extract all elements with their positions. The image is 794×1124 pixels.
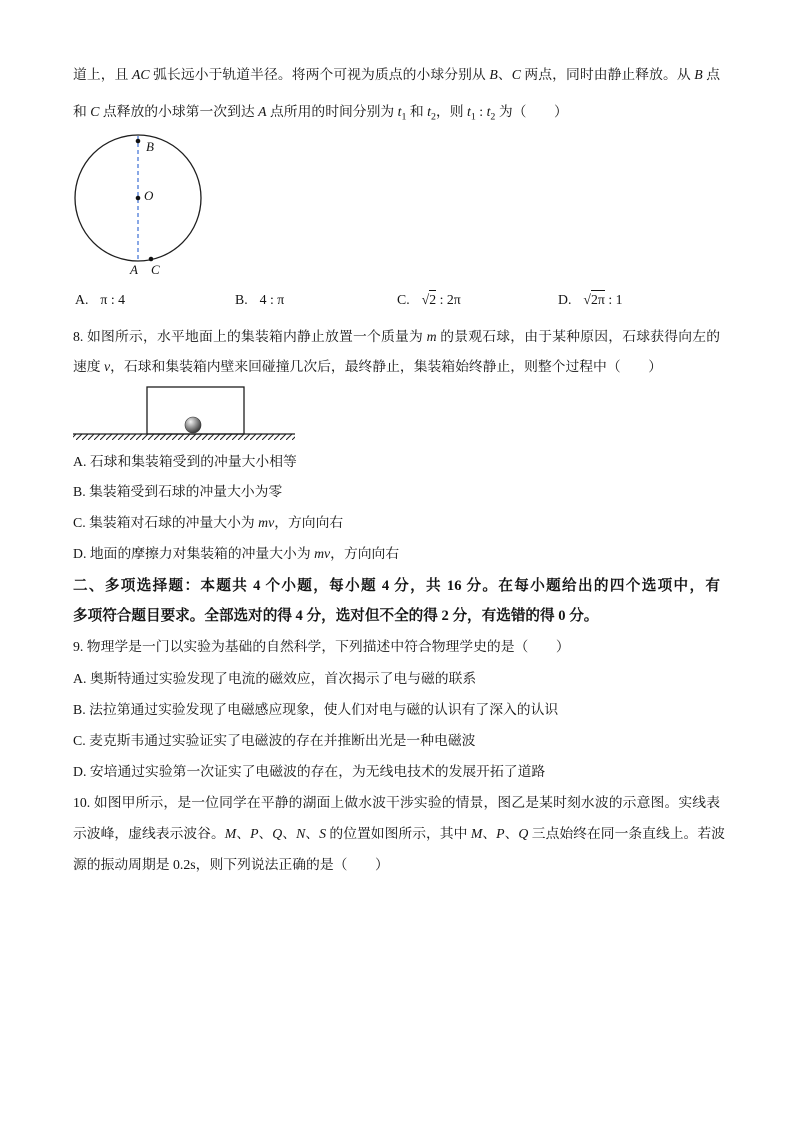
point-label-o: O (144, 188, 154, 203)
q8-option-c (73, 513, 343, 533)
text-run: 4 : π (259, 292, 285, 307)
math-variable: mv (314, 546, 331, 561)
text-run: D. 地面的摩擦力对集装箱的冲量大小为 (73, 546, 315, 561)
math-variable: M (470, 826, 483, 841)
math-variable: B (694, 67, 703, 82)
text-run: π : 4 (100, 292, 126, 307)
option-letter: A. (75, 292, 89, 307)
text-run: 、 (482, 826, 497, 841)
ground-hatching (73, 434, 295, 440)
q7-option-d (558, 290, 623, 310)
point-label-b: B (146, 139, 154, 154)
q8-stem-line-1 (73, 327, 720, 347)
math-variable: mv (258, 515, 275, 530)
stone-ball (185, 417, 201, 433)
text-run: A. 石球和集装箱受到的冲量大小相等 (73, 454, 297, 469)
math-variable: v (104, 359, 111, 374)
q9-stem: 9. 物理学是一门以实验为基础的自然科学，下列描述中符合物理学史的是（ ） (73, 639, 570, 654)
math-variable: P (250, 826, 259, 841)
subscript: 2 (490, 111, 496, 123)
math-variable: t (397, 104, 402, 119)
q7-option-c (397, 290, 461, 310)
math-variable: m (426, 329, 437, 344)
math-variable: C (90, 104, 100, 119)
option-value (260, 292, 285, 307)
section-heading-line-1: 二、多项选择题：本题共 4 个小题，每小题 4 分，共 16 分。在每小题给出的四个选项中，有 (73, 578, 720, 594)
q9-option-c: C. 麦克斯韦通过实验证实了电磁波的存在并推断出光是一种电磁波 (73, 733, 476, 748)
q8-option-d (73, 544, 399, 564)
text-run: 速度 (73, 359, 105, 374)
math-variable: t (427, 104, 431, 119)
text-run: B. 集装箱受到石球的冲量大小为零 (73, 484, 283, 499)
text-run: 点所用的时间分别为 (266, 104, 398, 119)
math-variable: A (258, 104, 267, 119)
text-run: 和 (406, 104, 428, 119)
text-run: 8. 如图所示，水平地面上的集装箱内静止放置一个质量为 (73, 329, 427, 344)
circular-track-figure (70, 130, 210, 280)
text-run: 点释放的小球第一次到达 (99, 104, 259, 119)
text-run: 三点始终在同一条直线上。若波 (528, 826, 725, 841)
text-run: 源的振动周期是 0.2s，则下列说法正确的是（ ） (73, 857, 389, 872)
math-variable: Q (272, 826, 283, 841)
text-run: 两点，同时由静止释放。从 (520, 67, 695, 82)
text-run: 、 (258, 826, 273, 841)
text-run: √ (421, 292, 430, 307)
text-run: 为（ ） (495, 104, 568, 119)
text-run: 、 (236, 826, 251, 841)
text-run: ，方向向右 (330, 546, 400, 561)
text-run: 示波峰，虚线表示波谷。 (73, 826, 225, 841)
q7-option-b (235, 290, 284, 310)
text-run: C. 集装箱对石球的冲量大小为 (73, 515, 259, 530)
subscript: 1 (470, 111, 476, 123)
text-run: : 2π (436, 292, 461, 307)
text-run: 、 (282, 826, 297, 841)
q10-stem-line-1 (73, 793, 720, 813)
radicand: 2π (591, 292, 605, 307)
point-label-c: C (151, 262, 160, 277)
text-run: 10. 如图甲所示，是一位同学在平静的湖面上做水波干涉实验的情景，图乙是某时刻水波的示意图。实线表 (73, 795, 720, 810)
q10-stem-line-2 (73, 824, 725, 844)
q8-option-a (73, 452, 297, 472)
option-letter: D. (558, 292, 572, 307)
text-run: ，石球和集装箱内壁来回碰撞几次后，最终静止，集装箱始终静止，则整个过程中（ ） (110, 359, 663, 374)
text-run: 的位置如图所示，其中 (325, 826, 471, 841)
q7-stem-line-1 (73, 65, 720, 85)
subscript: 1 (401, 111, 407, 123)
radicand: 2 (429, 292, 437, 307)
math-variable: AC (131, 67, 150, 82)
point-b-dot (136, 139, 141, 144)
math-variable: M (224, 826, 237, 841)
text-run: √ (583, 292, 591, 307)
math-variable: N (296, 826, 306, 841)
text-run: 点 (702, 67, 721, 82)
math-variable: B (489, 67, 498, 82)
text-run: 、 (504, 826, 519, 841)
q7-option-a (75, 290, 125, 310)
text-run: : 1 (604, 292, 623, 307)
text-run: : (475, 104, 487, 119)
option-letter: B. (235, 292, 248, 307)
option-value (583, 290, 622, 307)
math-variable: S (319, 826, 326, 841)
math-variable: Q (518, 826, 529, 841)
math-variable: t (467, 104, 471, 119)
q8-option-b (73, 482, 282, 502)
option-letter: C. (397, 292, 410, 307)
container-stone-ball-figure (70, 380, 300, 444)
math-variable: C (511, 67, 521, 82)
q9-option-d: D. 安培通过实验第一次证实了电磁波的存在，为无线电技术的发展开拓了道路 (73, 764, 546, 779)
text-run: 道上，且 (73, 67, 132, 82)
text-run: 和 (73, 104, 91, 119)
text-run: ，则 (435, 104, 468, 119)
q10-stem-line-3 (73, 855, 389, 875)
option-value (100, 292, 125, 307)
text-run: 、 (497, 67, 512, 82)
subscript: 2 (431, 111, 436, 123)
section-heading-line-2: 多项符合题目要求。全部选对的得 4 分，选对但不全的得 2 分，有选错的得 0 分。 (73, 608, 599, 624)
center-o-dot (136, 196, 141, 201)
text-run: 、 (305, 826, 320, 841)
text-run: ，方向向右 (274, 515, 344, 530)
point-c-dot (149, 257, 154, 262)
text-run: 的景观石球，由于某种原因，石球获得向左的 (436, 329, 720, 344)
q7-stem-line-2 (73, 102, 568, 122)
text-run: 弧长远小于轨道半径。将两个可视为质点的小球分别从 (149, 67, 490, 82)
q9-option-b: B. 法拉第通过实验发现了电磁感应现象，使人们对电与磁的认识有了深入的认识 (73, 702, 559, 717)
math-variable: P (496, 826, 505, 841)
q9-option-a: A. 奥斯特通过实验发现了电流的磁效应，首次揭示了电与磁的联系 (73, 671, 477, 686)
point-label-a: A (130, 262, 138, 277)
q8-stem-line-2 (73, 357, 662, 377)
option-value (422, 290, 461, 307)
math-variable: t (486, 104, 491, 119)
